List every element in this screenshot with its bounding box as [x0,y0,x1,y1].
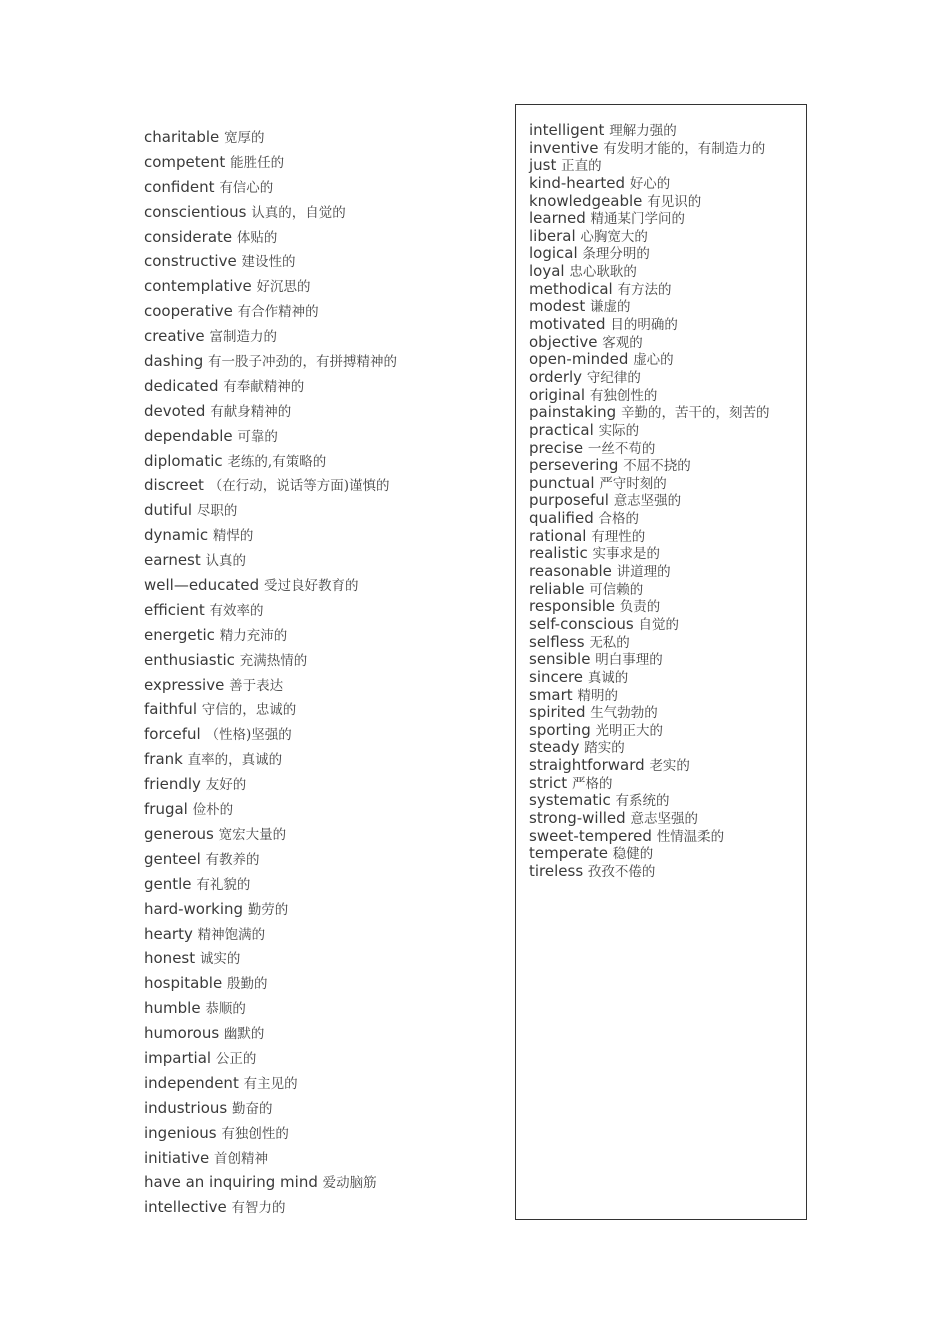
vocab-word: dashing [144,352,204,371]
vocab-meaning: 爱动脑筋 [322,1175,377,1192]
vocab-entry [144,374,484,399]
vocab-meaning: （在行动，说话等方面)谨慎的 [208,478,390,495]
vocab-word: hard-working [144,899,244,918]
vocab-word: creative [144,327,205,346]
vocab-word: energetic [144,625,215,644]
vocab-entry [144,175,484,200]
vocab-entry [529,263,804,281]
vocab-meaning: 有独创性的 [589,387,658,404]
vocab-meaning: 条理分明的 [582,246,650,263]
vocab-entry [529,669,804,687]
vocab-word: forceful [144,725,201,744]
vocab-entry [529,369,804,387]
vocab-entry [529,510,804,528]
vocab-entry [529,739,804,757]
vocab-meaning: （性格)坚强的 [205,727,292,744]
vocab-meaning: 有发明才能的，有制造力的 [603,140,766,157]
vocab-meaning: 可靠的 [237,428,278,445]
vocab-meaning: 有效率的 [209,602,264,619]
vocab-meaning: 精神饱满的 [197,926,266,943]
vocab-word: painstaking [529,403,617,422]
vocab-entry [529,404,804,422]
vocab-meaning: 直率的，真诚的 [187,752,283,769]
vocab-entry [529,616,804,634]
vocab-meaning: 尽职的 [196,503,238,520]
vocab-entry [529,228,804,246]
vocab-meaning: 精明的 [577,687,618,704]
vocab-entry [529,457,804,475]
vocab-word: sensible [529,650,591,669]
vocab-entry [144,548,484,573]
vocab-word: reliable [529,579,585,598]
vocab-entry [144,1170,484,1195]
vocab-word: spirited [529,703,586,722]
vocab-entry [144,897,484,922]
vocab-meaning: 有见识的 [647,193,702,210]
vocab-meaning: 有教养的 [205,851,260,868]
vocab-entry [529,334,804,352]
vocab-word: qualified [529,509,594,528]
left-vocabulary-list [144,125,484,1220]
vocab-entry [144,498,484,523]
vocab-meaning: 宽宏大量的 [218,826,287,843]
vocab-meaning: 孜孜不倦的 [587,863,656,880]
vocab-meaning: 意志坚强的 [613,493,682,510]
vocab-entry [144,324,484,349]
vocab-meaning: 谦虚的 [590,299,631,316]
vocab-entry [144,822,484,847]
vocab-entry [529,475,804,493]
vocab-meaning: 宽厚的 [224,130,265,146]
vocab-word: dedicated [144,376,219,395]
vocab-word: reasonable [529,562,612,581]
vocab-meaning: 合格的 [598,511,640,528]
vocab-meaning: 能胜任的 [230,154,285,171]
vocab-word: devoted [144,401,206,420]
vocab-word: sincere [529,667,584,686]
vocab-meaning: 认真的，自觉的 [251,204,346,221]
vocab-word: modest [529,297,586,316]
vocab-meaning: 有信心的 [219,179,274,196]
vocab-word: humble [144,999,201,1018]
vocab-meaning: 生气勃勃的 [590,705,658,722]
vocab-entry [144,1146,484,1171]
vocab-word: self-conscious [529,614,634,633]
vocab-meaning: 有理性的 [591,528,646,545]
vocab-word: straightforward [529,756,645,775]
vocab-word: intellective [144,1198,227,1217]
vocab-entry [529,157,804,175]
vocab-entry [144,1121,484,1146]
vocab-word: intelligent [529,121,605,139]
vocab-word: genteel [144,849,201,868]
vocab-word: honest [144,949,196,968]
vocab-word: impartial [144,1048,212,1067]
vocab-entry [529,545,804,563]
vocab-word: enthusiastic [144,650,235,669]
vocab-meaning: 精力充沛的 [219,627,288,644]
vocab-meaning: 光明正大的 [595,722,664,739]
vocab-meaning: 充满热情的 [239,652,308,669]
vocab-word: well—educated [144,576,260,595]
vocab-meaning: 有礼貌的 [196,876,251,893]
vocab-meaning: 正直的 [561,158,602,175]
vocab-word: orderly [529,367,583,386]
vocab-word: tireless [529,861,584,880]
vocab-word: generous [144,824,214,843]
vocab-meaning: 守纪律的 [586,369,641,386]
vocab-meaning: 友好的 [205,777,247,794]
vocab-entry [144,598,484,623]
vocab-meaning: 俭朴的 [192,802,234,819]
vocab-word: faithful [144,700,197,719]
vocab-word: expressive [144,675,225,694]
vocab-word: competent [144,152,226,171]
vocab-word: realistic [529,544,588,563]
vocab-word: smart [529,685,573,704]
vocab-entry [144,1021,484,1046]
vocab-word: liberal [529,226,576,245]
vocab-entry [529,863,804,881]
vocab-word: confident [144,177,215,196]
vocab-word: friendly [144,775,201,794]
vocab-meaning: 富制造力的 [209,329,277,346]
vocab-meaning: 讲道理的 [616,564,671,581]
vocab-meaning: 勤劳的 [247,901,289,918]
vocab-meaning: 有智力的 [231,1200,286,1217]
vocab-entry [144,449,484,474]
vocab-meaning: 好心的 [629,175,671,192]
vocab-meaning: 实事求是的 [592,546,660,563]
vocab-entry [529,122,804,140]
vocab-meaning: 负责的 [619,599,661,616]
vocab-entry [529,387,804,405]
vocab-entry [144,399,484,424]
vocab-entry [144,299,484,324]
vocab-meaning: 有奉献精神的 [223,378,305,395]
vocab-entry [529,298,804,316]
vocab-entry [144,971,484,996]
vocab-entry [529,810,804,828]
vocab-entry [529,651,804,669]
vocab-word: purposeful [529,491,609,510]
vocab-meaning: 精通某门学问的 [590,211,686,228]
vocab-word: just [529,156,557,175]
vocab-entry [144,996,484,1021]
vocab-entry [144,200,484,225]
vocab-entry [144,648,484,673]
vocab-word: independent [144,1073,239,1092]
vocab-word: temperate [529,844,608,863]
vocab-meaning: 老实的 [649,758,690,775]
vocab-word: inventive [529,138,599,157]
vocab-word: discreet [144,476,204,495]
vocab-meaning: 守信的，忠诚的 [201,702,297,719]
vocab-entry [144,150,484,175]
vocab-word: charitable [144,128,220,146]
vocab-word: earnest [144,551,201,570]
vocab-word: strict [529,773,568,792]
vocab-meaning: 殷勤的 [226,976,268,993]
vocab-meaning: 理解力强的 [609,123,677,139]
vocab-meaning: 有独创性的 [221,1125,289,1142]
vocab-word: contemplative [144,277,252,296]
vocab-word: ingenious [144,1123,217,1142]
vocab-entry [529,492,804,510]
vocab-entry [144,946,484,971]
vocab-word: methodical [529,279,613,298]
vocab-meaning: 一丝不苟的 [587,440,656,457]
vocab-meaning: 虚心的 [633,352,674,369]
vocab-entry [529,828,804,846]
vocab-entry [144,1046,484,1071]
vocab-word: constructive [144,252,237,271]
vocab-entry [529,281,804,299]
vocab-word: efficient [144,600,205,619]
vocab-word: practical [529,420,594,439]
vocab-meaning: 认真的 [205,553,247,570]
vocab-entry [144,772,484,797]
vocab-meaning: 受过良好教育的 [263,578,359,595]
vocab-entry [144,249,484,274]
vocab-word: learned [529,209,586,228]
vocab-word: dependable [144,426,233,445]
vocab-meaning: 客观的 [602,334,643,351]
vocab-entry [529,140,804,158]
vocab-word: knowledgeable [529,191,643,210]
vocab-word: selfless [529,632,585,651]
vocab-entry [144,1071,484,1096]
vocab-entry [529,792,804,810]
vocab-entry [529,775,804,793]
vocab-entry [529,316,804,334]
vocab-entry [529,210,804,228]
vocab-word: punctual [529,473,595,492]
vocab-word: cooperative [144,302,233,321]
vocab-word: loyal [529,262,565,281]
vocab-entry [529,634,804,652]
vocab-meaning: 心胸宽大的 [580,228,648,245]
vocab-word: objective [529,332,598,351]
vocab-meaning: 有系统的 [615,793,670,810]
vocab-meaning: 精悍的 [212,528,254,545]
vocab-word: frugal [144,800,188,819]
vocab-word: steady [529,738,580,757]
vocab-entry [144,473,484,498]
vocab-meaning: 有献身精神的 [210,403,292,420]
vocab-meaning: 首创精神 [214,1150,269,1167]
vocab-word: initiative [144,1148,210,1167]
vocab-entry [529,757,804,775]
vocab-entry [529,175,804,193]
vocab-entry [144,722,484,747]
vocab-meaning: 有合作精神的 [237,304,319,321]
vocab-entry [144,125,484,150]
vocab-word: systematic [529,791,611,810]
vocab-meaning: 严格的 [571,775,613,792]
vocab-meaning: 老练的,有策略的 [227,453,327,470]
vocab-entry [144,349,484,374]
vocab-meaning: 稳健的 [612,846,654,863]
vocab-word: gentle [144,874,192,893]
vocab-entry [529,687,804,705]
vocab-entry [144,573,484,598]
vocab-entry [529,193,804,211]
vocab-word: conscientious [144,202,247,221]
vocab-meaning: 踏实的 [584,740,625,757]
vocab-meaning: 不屈不挠的 [623,458,691,475]
vocab-meaning: 严守时刻的 [599,475,667,492]
vocab-meaning: 真诚的 [587,669,629,686]
vocab-meaning: 勤奋的 [232,1100,273,1117]
vocab-meaning: 诚实的 [199,951,241,968]
vocab-word: open-minded [529,350,629,369]
vocab-word: frank [144,750,183,769]
vocab-word: persevering [529,456,619,475]
vocab-meaning: 意志坚强的 [630,810,698,827]
vocab-entry [529,422,804,440]
vocab-word: sporting [529,720,591,739]
vocab-word: hospitable [144,974,223,993]
vocab-meaning: 有方法的 [617,281,672,298]
vocab-meaning: 目的明确的 [610,317,678,334]
vocab-word: considerate [144,227,233,246]
vocab-entry [144,872,484,897]
vocab-word: hearty [144,924,193,943]
vocab-meaning: 可信赖的 [589,581,644,598]
vocab-meaning: 公正的 [215,1050,257,1067]
vocab-entry [529,598,804,616]
vocab-entry [144,673,484,698]
vocab-word: rational [529,526,587,545]
vocab-meaning: 实际的 [598,422,640,439]
vocab-word: responsible [529,597,615,616]
vocab-meaning: 明白事理的 [595,652,663,669]
vocab-word: dynamic [144,526,209,545]
vocab-entry [144,797,484,822]
vocab-meaning: 善于表达 [229,677,284,694]
vocab-entry [529,581,804,599]
vocab-meaning: 建设性的 [241,254,296,271]
vocab-meaning: 辛勤的，苦干的，刻苦的 [620,405,770,422]
vocab-entry [529,563,804,581]
vocab-entry [529,351,804,369]
vocab-word: dutiful [144,501,193,520]
vocab-entry [529,704,804,722]
vocab-entry [144,697,484,722]
vocab-meaning: 体贴的 [236,229,278,246]
vocab-entry [144,274,484,299]
vocab-entry [144,922,484,947]
vocab-word: motivated [529,315,606,334]
vocab-word: precise [529,438,584,457]
vocab-word: strong-willed [529,808,626,827]
vocab-word: industrious [144,1098,228,1117]
vocab-meaning: 有主见的 [243,1075,298,1092]
right-vocabulary-list [529,122,804,881]
vocab-entry [144,1096,484,1121]
vocab-entry [529,245,804,263]
vocab-word: logical [529,244,578,263]
vocab-entry [144,424,484,449]
vocab-entry [529,845,804,863]
right-vocabulary-box [515,104,807,1220]
vocab-meaning: 有一股子冲劲的，有拼搏精神的 [208,354,398,371]
vocab-entry [144,623,484,648]
vocab-entry [529,440,804,458]
vocab-meaning: 自觉的 [638,616,680,633]
vocab-word: original [529,385,586,404]
vocab-word: diplomatic [144,451,223,470]
vocab-entry [529,722,804,740]
vocab-meaning: 好沉思的 [256,279,311,296]
vocab-word: sweet-tempered [529,826,652,845]
vocab-meaning: 无私的 [589,634,630,651]
vocab-meaning: 性情温柔的 [656,828,725,845]
vocab-meaning: 恭顺的 [205,1001,246,1018]
vocab-entry [529,528,804,546]
vocab-meaning: 忠心耿耿的 [569,264,637,281]
vocab-word: humorous [144,1024,220,1043]
vocab-entry [144,225,484,250]
vocab-word: kind-hearted [529,173,626,192]
vocab-word: have an inquiring mind [144,1173,318,1192]
vocab-entry [144,747,484,772]
vocab-entry [144,1195,484,1220]
vocab-entry [144,847,484,872]
vocab-meaning: 幽默的 [223,1026,265,1043]
vocab-entry [144,523,484,548]
